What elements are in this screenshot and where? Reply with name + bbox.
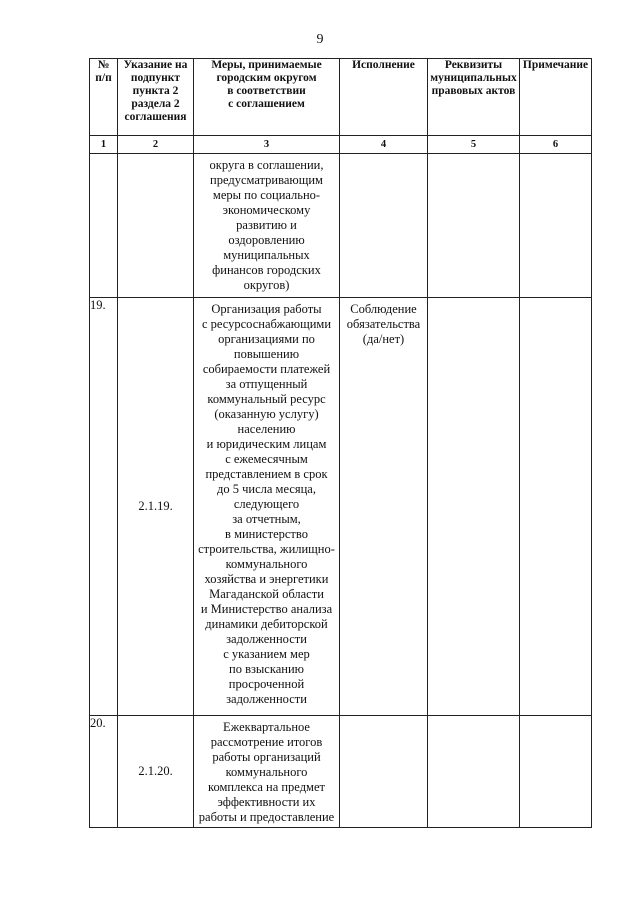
cell-line: Соблюдение: [350, 302, 417, 316]
measures-cell: [194, 154, 340, 298]
cell-line: динамики дебиторской: [205, 617, 328, 631]
header-measures: [194, 59, 340, 136]
table-row: [90, 154, 592, 298]
cell-line: представлением в срок: [205, 467, 328, 481]
row-number: 19.: [90, 298, 118, 716]
header-line: Меры, принимаемые: [211, 59, 322, 71]
header-execution: [340, 59, 428, 136]
header-line: городским округом: [216, 72, 317, 84]
execution-cell: [340, 154, 428, 298]
header-line: Реквизиты: [444, 59, 503, 71]
cell-line: задолженности: [226, 692, 307, 706]
cell-line: развитию и: [236, 218, 297, 232]
clause-reference: [118, 154, 194, 298]
cell-line: с указанием мер: [223, 647, 310, 661]
execution-cell: [340, 716, 428, 828]
header-line: муниципальных: [430, 72, 517, 84]
header-number: [90, 59, 118, 136]
column-number-row: [90, 136, 592, 154]
cell-line: рассмотрение итогов: [210, 735, 323, 749]
cell-line: (да/нет): [362, 332, 405, 346]
header-line: Указание на: [123, 59, 188, 71]
cell-line: коммунального: [225, 765, 308, 779]
cell-line: Магаданской области: [209, 587, 324, 601]
header-line: в соответствии: [227, 85, 306, 97]
header-line: правовых актов: [431, 85, 516, 97]
note-cell: [520, 154, 592, 298]
cell-line: муниципальных: [223, 248, 310, 262]
cell-line: хозяйства и энергетики: [204, 572, 329, 586]
cell-line: повышению: [233, 347, 300, 361]
measures-cell: [194, 298, 340, 716]
cell-line: обязательства: [346, 317, 421, 331]
execution-cell: [340, 298, 428, 716]
cell-line: и Министерство анализа: [200, 602, 333, 616]
cell-line: и юридическим лицам: [206, 437, 327, 451]
column-number: 2: [118, 136, 194, 154]
header-line: подпункт: [130, 72, 181, 84]
header-clause: [118, 59, 194, 136]
legal-acts-cell: [428, 298, 520, 716]
cell-line: с ежемесячным: [225, 452, 308, 466]
header-line: с соглашением: [228, 98, 305, 110]
cell-line: за отчетным,: [232, 512, 301, 526]
header-line: №: [97, 59, 110, 71]
column-number: 6: [520, 136, 592, 154]
cell-line: по взысканию: [229, 662, 304, 676]
cell-line: работы организаций: [212, 750, 321, 764]
cell-line: (оказанную услугу): [214, 407, 319, 421]
cell-line: коммунального: [225, 557, 308, 571]
header-line: соглашения: [124, 111, 187, 123]
cell-line: меры по социально-: [212, 188, 321, 202]
cell-line: оздоровлению: [228, 233, 305, 247]
cell-line: экономическому: [222, 203, 311, 217]
cell-line: округов): [243, 278, 290, 292]
cell-line: строительства, жилищно-: [198, 542, 335, 556]
note-cell: [520, 298, 592, 716]
column-number: 3: [194, 136, 340, 154]
cell-line: округа в соглашении,: [209, 158, 324, 172]
header-line: пункта 2: [132, 85, 179, 97]
clause-reference: 2.1.20.: [118, 716, 194, 828]
column-number: 5: [428, 136, 520, 154]
legal-acts-cell: [428, 716, 520, 828]
cell-line: работы и предоставление: [198, 810, 335, 824]
cell-line: задолженности: [226, 632, 307, 646]
cell-line: организациями по: [218, 332, 315, 346]
note-cell: [520, 716, 592, 828]
header-note: [520, 59, 592, 136]
cell-line: коммунальный ресурс: [207, 392, 326, 406]
page-number: 9: [316, 32, 324, 47]
cell-line: за отпущенный: [225, 377, 308, 391]
cell-line: комплекса на предмет: [208, 780, 325, 794]
row-number: 20.: [90, 716, 118, 828]
cell-line: Организация работы: [211, 302, 322, 316]
cell-line: населению: [237, 422, 296, 436]
header-legal-acts: [428, 59, 520, 136]
column-number: 1: [90, 136, 118, 154]
header-line: Исполнение: [352, 59, 415, 71]
clause-reference: 2.1.19.: [118, 298, 194, 716]
measures-cell: [194, 716, 340, 828]
cell-line: финансов городских: [212, 263, 321, 277]
cell-line: до 5 числа месяца,: [217, 482, 316, 496]
cell-line: Ежеквартальное: [223, 720, 310, 734]
cell-line: собираемости платежей: [202, 362, 331, 376]
legal-acts-cell: [428, 154, 520, 298]
cell-line: просроченной: [228, 677, 305, 691]
cell-line: эффективности их: [217, 795, 316, 809]
header-line: п/п: [95, 72, 112, 84]
row-number: [90, 154, 118, 298]
header-line: Примечание: [522, 59, 589, 71]
column-number: 4: [340, 136, 428, 154]
cell-line: с ресурсоснабжающими: [201, 317, 332, 331]
header-row: [90, 59, 592, 136]
measures-table: [89, 58, 592, 828]
cell-line: в министерство: [225, 527, 308, 541]
table-row: [90, 298, 592, 716]
table-row: [90, 716, 592, 828]
header-line: раздела 2: [131, 98, 180, 110]
cell-line: следующего: [233, 497, 300, 511]
cell-line: предусматривающим: [210, 173, 323, 187]
